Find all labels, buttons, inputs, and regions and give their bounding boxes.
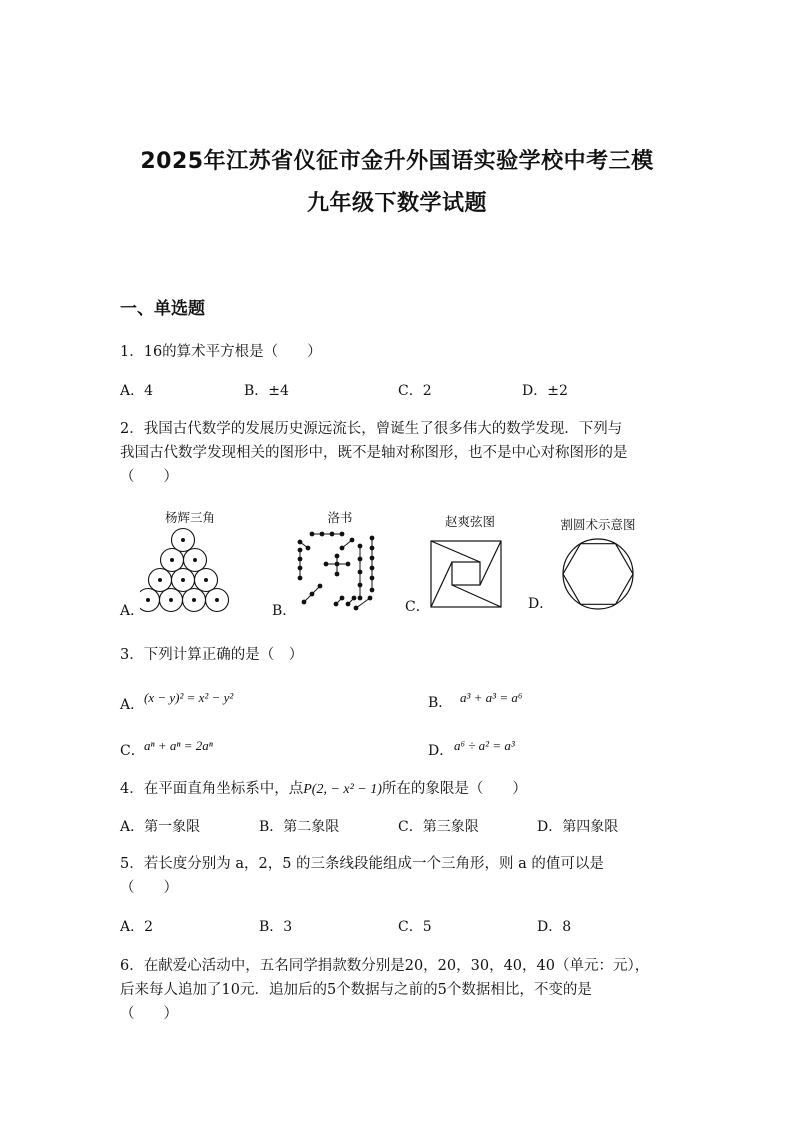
question-4-stem-after: 所在的象限是（ ） bbox=[381, 781, 527, 797]
question-1-option-d[interactable]: D．±2 bbox=[522, 383, 568, 399]
question-2-stem-line3: （ ） bbox=[120, 469, 178, 485]
question-3-option-d-label[interactable]: D． bbox=[428, 743, 454, 759]
yanghui-triangle-figure bbox=[140, 526, 240, 616]
question-4-option-d[interactable]: D．第四象限 bbox=[537, 819, 619, 835]
question-3-option-a-label[interactable]: A． bbox=[120, 697, 145, 713]
question-1-option-b[interactable]: B．±4 bbox=[244, 383, 289, 399]
question-4-stem bbox=[120, 777, 720, 802]
question-2-stem-line1: 2．我国古代数学的发展历史源远流长，曾诞生了很多伟大的数学发现．下列与 bbox=[120, 421, 623, 437]
question-5-option-c[interactable]: C．5 bbox=[398, 919, 432, 935]
question-4-option-b[interactable]: B．第二象限 bbox=[259, 819, 340, 835]
question-2-option-b-label[interactable]: B． bbox=[272, 603, 297, 619]
question-1-option-a[interactable]: A．4 bbox=[120, 383, 154, 399]
question-5-option-d[interactable]: D．8 bbox=[537, 919, 572, 935]
luoshu-figure bbox=[290, 528, 380, 614]
question-4-option-c[interactable]: C．第三象限 bbox=[398, 819, 479, 835]
question-3-option-b-label[interactable]: B． bbox=[428, 695, 453, 711]
question-4-option-a[interactable]: A．第一象限 bbox=[120, 819, 201, 835]
question-3-option-a-expr: (x − y)² = x² − y² bbox=[144, 690, 234, 705]
question-2-stem-line2: 我国古代数学发现相关的图形中，既不是轴对称图形，也不是中心对称图形的是 bbox=[120, 445, 628, 461]
question-4-stem-before: 4．在平面直角坐标系中，点 bbox=[120, 781, 304, 797]
figure-a-caption: 杨辉三角 bbox=[164, 510, 215, 525]
figure-b-caption: 洛书 bbox=[327, 510, 353, 525]
question-5-option-b[interactable]: B．3 bbox=[259, 919, 293, 935]
figure-d-caption: 割圆术示意图 bbox=[560, 517, 636, 532]
question-6-stem-line2: 后来每人追加了10元．追加后的5个数据与之前的5个数据相比，不变的是 bbox=[120, 982, 592, 998]
question-1-stem: 1．16的算术平方根是（ ） bbox=[120, 344, 322, 360]
question-3-stem: 3．下列计算正确的是（ ） bbox=[120, 647, 304, 663]
question-3-option-c-label[interactable]: C． bbox=[120, 743, 145, 759]
question-5-stem-line2: （ ） bbox=[120, 880, 178, 896]
question-3-option-c-expr: aⁿ + aⁿ = 2aⁿ bbox=[144, 738, 213, 753]
page-title-line1: 2025年江苏省仪征市金升外国语实验学校中考三模 bbox=[140, 149, 654, 174]
section-title: 一、单选题 bbox=[120, 299, 205, 319]
question-2-option-d-label[interactable]: D． bbox=[528, 596, 554, 612]
circle-cutting-figure bbox=[560, 536, 636, 612]
question-2-option-a-label[interactable]: A． bbox=[120, 603, 145, 619]
question-3-option-b-expr: a³ + a³ = a⁶ bbox=[460, 690, 523, 705]
zhaoshuang-figure bbox=[430, 540, 504, 610]
figure-c-caption: 赵爽弦图 bbox=[444, 514, 495, 529]
question-6-stem-line1: 6．在献爱心活动中，五名同学捐款数分别是20，20，30，40，40（单元：元）， bbox=[120, 958, 650, 974]
question-5-option-a[interactable]: A．2 bbox=[120, 919, 154, 935]
question-5-stem-line1: 5．若长度分别为 a，2，5 的三条线段能组成一个三角形，则 a 的值可以是 bbox=[120, 856, 604, 872]
question-2-option-c-label[interactable]: C． bbox=[405, 599, 430, 615]
question-6-stem-line3: （ ） bbox=[120, 1006, 178, 1022]
page-title-line2: 九年级下数学试题 bbox=[306, 191, 487, 216]
question-3-option-d-expr: a⁶ ÷ a² = a³ bbox=[454, 738, 515, 753]
question-1-option-c[interactable]: C．2 bbox=[398, 383, 432, 399]
question-4-point: P(2, − x² − 1) bbox=[303, 782, 382, 797]
